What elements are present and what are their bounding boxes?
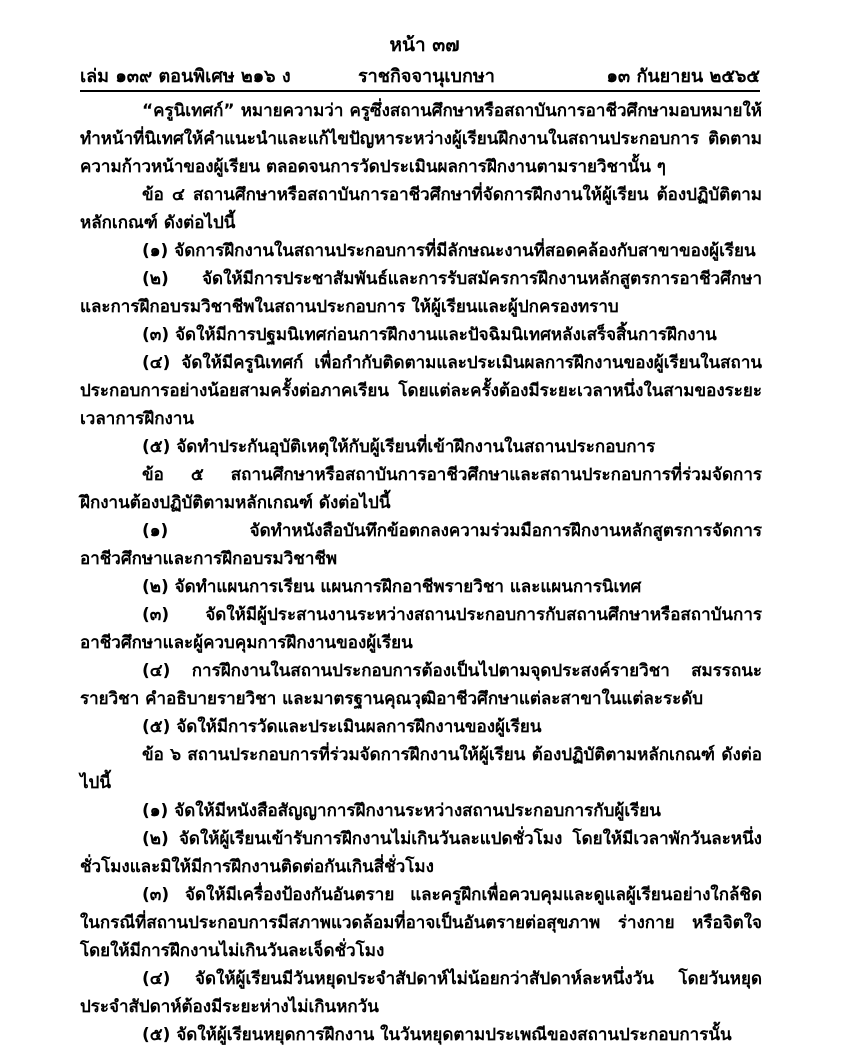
- clause-6-item-1: (๑) จัดให้มีหนังสือสัญญาการฝึกงานระหว่างสถานประกอบการกับผู้เรียน: [142, 801, 661, 821]
- clause-6: ข้อ ๖ สถานประกอบการที่ร่วมจัดการฝึกงานให้ผู้เรียน ต้องปฏิบัติตามหลักเกณฑ์ ดังต่อไปนี้: [80, 745, 762, 793]
- clause-5-item-4: (๔) การฝึกงานในสถานประกอบการต้องเป็นไปตามจุดประสงค์รายวิชา สมรรถนะรายวิชา คำอธิบายรายวิชา และมาตรฐานคุณวุฒิอาชีวศึกษาแต่ละสาขาในแต่ละระดับ: [80, 661, 762, 709]
- clause-6-item-4: (๔) จัดให้ผู้เรียนมีวันหยุดประจำสัปดาห์ไม่น้อยกว่าสัปดาห์ละหนึ่งวัน โดยวันหยุดประจำสัปดาห์ต้องมีระยะห่างไม่เกินหกวัน: [80, 969, 762, 1017]
- clause-4-item-2: (๒) จัดให้มีการประชาสัมพันธ์และการรับสมัครการฝึกงานหลักสูตรการอาชีวศึกษาและการฝึกอบรมวิชาชีพในสถานประกอบการ ให้ผู้เรียนและผู้ปกครองทราบ: [80, 269, 762, 317]
- clause-6-item-2: (๒) จัดให้ผู้เรียนเข้ารับการฝึกงานไม่เกินวันละแปดชั่วโมง โดยให้มีเวลาพักวันละหนึ่งชั่วโมงและมิให้มีการฝึกงานติดต่อกันเกินสี่ชั่วโมง: [80, 829, 762, 877]
- clause-4-item-3: (๓) จัดให้มีการปฐมนิเทศก่อนการฝึกงานและปัจฉิมนิเทศหลังเสร็จสิ้นการฝึกงาน: [142, 325, 717, 345]
- clause-5-item-3: (๓) จัดให้มีผู้ประสานงานระหว่างสถานประกอบการกับสถานศึกษาหรือสถาบันการอาชีวศึกษาและผู้ควบคุมการฝึกงานของผู้เรียน: [80, 605, 762, 653]
- clause-4-item-4: (๔) จัดให้มีครูนิเทศก์ เพื่อกำกับติดตามและประเมินผลการฝึกงานของผู้เรียนในสถานประกอบการอย่างน้อยสามครั้งต่อภาคเรียน โดยแต่ละครั้งต้องมีระยะเวลาหนึ่งในสามของระยะเวลาการฝึกงาน: [80, 353, 762, 429]
- document-body: [80, 97, 762, 1049]
- clause-5-item-5: (๕) จัดให้มีการวัดและประเมินผลการฝึกงานของผู้เรียน: [142, 717, 542, 737]
- clause-6-item-5: (๕) จัดให้ผู้เรียนหยุดการฝึกงาน ในวันหยุดตามประเพณีของสถานประกอบการนั้น: [142, 1025, 732, 1045]
- header-divider: [80, 90, 760, 92]
- clause-5: ข้อ ๕ สถานศึกษาหรือสถาบันการอาชีวศึกษาและสถานประกอบการที่ร่วมจัดการฝึกงานต้องปฏิบัติตามหลักเกณฑ์ ดังต่อไปนี้: [80, 465, 762, 513]
- clause-4: ข้อ ๔ สถานศึกษาหรือสถาบันการอาชีวศึกษาที่จัดการฝึกงานให้ผู้เรียน ต้องปฏิบัติตามหลักเกณฑ์ ดังต่อไปนี้: [80, 185, 762, 233]
- publication-date: ๑๓ กันยายน ๒๕๖๕: [606, 66, 760, 87]
- issue-info: เล่ม ๑๓๙ ตอนพิเศษ ๒๑๖ ง: [80, 66, 291, 87]
- gazette-header: [80, 61, 760, 87]
- definition-paragraph: “ครูนิเทศก์” หมายความว่า ครูซึ่งสถานศึกษาหรือสถาบันการอาชีวศึกษามอบหมายให้ทำหน้าที่นิเทศให้คำแนะนำและแก้ไขปัญหาระหว่างผู้เรียนฝึกงานในสถานประกอบการ ติดตามความก้าวหน้าของผู้เรียน ตลอดจนการวัดประเมินผลการฝึกงานตามรายวิชานั้น ๆ: [80, 101, 762, 177]
- page-number: หน้า ๓๗: [389, 34, 460, 56]
- clause-5-item-1: (๑) จัดทำหนังสือบันทึกข้อตกลงความร่วมมือการฝึกงานหลักสูตรการจัดการอาชีวศึกษาและการฝึกอบรมวิชาชีพ: [80, 521, 762, 569]
- clause-5-item-2: (๒) จัดทำแผนการเรียน แผนการฝึกอาชีพรายวิชา และแผนการนิเทศ: [142, 577, 642, 597]
- clause-4-item-1: (๑) จัดการฝึกงานในสถานประกอบการที่มีลักษณะงานที่สอดคล้องกับสาขาของผู้เรียน: [142, 241, 756, 261]
- clause-4-item-5: (๕) จัดทำประกันอุบัติเหตุให้กับผู้เรียนที่เข้าฝึกงานในสถานประกอบการ: [142, 437, 656, 457]
- clause-6-item-3: (๓) จัดให้มีเครื่องป้องกันอันตราย และครูฝึกเพื่อควบคุมและดูแลผู้เรียนอย่างใกล้ชิด ในกรณีที่สถานประกอบการมีสภาพแวดล้อมที่อาจเป็นอันตรายต่อสุขภาพ ร่างกาย หรือจิตใจ โดยให้มีการฝึกงานไม่เกินวันละเจ็ดชั่วโมง: [80, 885, 762, 961]
- gazette-title: ราชกิจจานุเบกษา: [358, 66, 495, 87]
